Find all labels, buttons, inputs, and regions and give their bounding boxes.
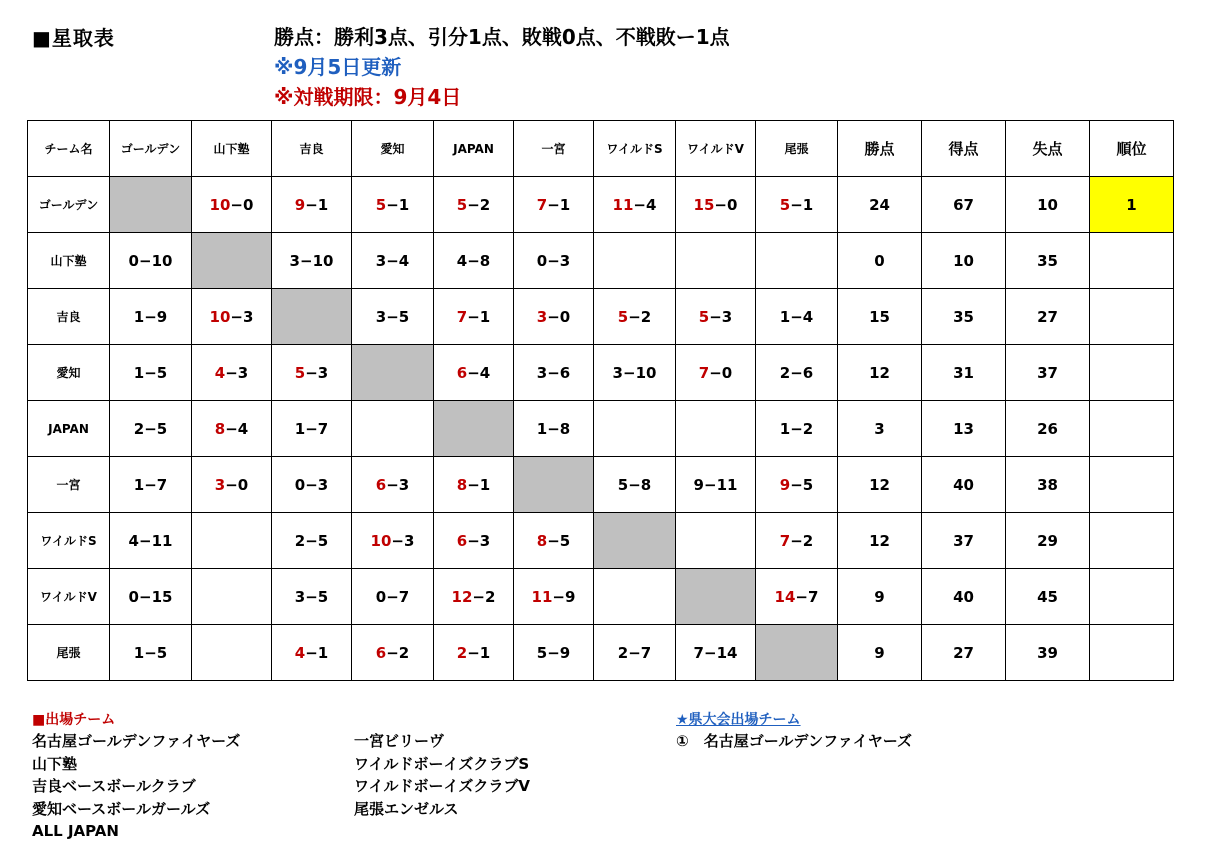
result-cell: [434, 233, 514, 289]
points-cell: 24: [838, 177, 922, 233]
result-cell: [110, 401, 192, 457]
prefectural-section: [676, 710, 912, 753]
result-cell: [192, 177, 272, 233]
prefectural-team: ① 名古屋ゴールデンファイヤーズ: [676, 732, 913, 750]
match-score: 11−4: [612, 195, 657, 214]
conceded-cell: 37: [1006, 345, 1090, 401]
rank-cell: [1090, 513, 1174, 569]
match-score: 8−4: [214, 419, 249, 438]
scored-cell: 35: [922, 289, 1006, 345]
match-score: 1−7: [294, 419, 329, 438]
participant-team: 尾張エンゼルス: [354, 799, 459, 818]
self-match-cell: [514, 457, 594, 513]
points-cell: 12: [838, 513, 922, 569]
points-header: 勝点: [838, 121, 922, 177]
participants-left-list: [32, 730, 240, 843]
match-score: 1−8: [536, 419, 571, 438]
row-team-name: 山下塾: [28, 233, 110, 289]
row-team-name: JAPAN: [28, 401, 110, 457]
result-cell: [352, 233, 434, 289]
row-team-name: 一宮: [28, 457, 110, 513]
result-cell: [272, 401, 352, 457]
scored-header: 得点: [922, 121, 1006, 177]
prefectural-heading[interactable]: ★県大会出場チーム: [676, 712, 801, 728]
match-score: 9−5: [779, 475, 814, 494]
table-row: [28, 625, 1174, 681]
result-cell: [434, 345, 514, 401]
match-score: 7−14: [693, 643, 738, 662]
row-team-name: ワイルドS: [28, 513, 110, 569]
participant-team: ワイルドボーイズクラブS: [354, 754, 530, 773]
result-cell: [756, 233, 838, 289]
self-match-cell: [272, 289, 352, 345]
table-row: [28, 289, 1174, 345]
conceded-cell: 10: [1006, 177, 1090, 233]
self-match-cell: [594, 513, 676, 569]
result-cell: [192, 569, 272, 625]
result-cell: [272, 345, 352, 401]
result-cell: [192, 513, 272, 569]
match-score: 9−11: [693, 475, 738, 494]
rank-cell: [1090, 289, 1174, 345]
result-cell: [676, 289, 756, 345]
match-score: 1−7: [133, 475, 168, 494]
conceded-header: 失点: [1006, 121, 1090, 177]
table-row: [28, 233, 1174, 289]
scored-cell: 10: [922, 233, 1006, 289]
result-cell: [434, 457, 514, 513]
result-cell: [110, 513, 192, 569]
rank-cell: [1090, 457, 1174, 513]
result-cell: [110, 233, 192, 289]
match-score: 1−5: [133, 363, 168, 382]
match-score: 0−10: [128, 251, 173, 270]
result-cell: [676, 401, 756, 457]
match-score: 0−3: [294, 475, 329, 494]
result-cell: [434, 625, 514, 681]
row-team-name: 愛知: [28, 345, 110, 401]
result-cell: [434, 569, 514, 625]
table-row: [28, 569, 1174, 625]
updated-note: ※9月5日更新: [274, 55, 402, 79]
match-score: 5−9: [536, 643, 571, 662]
points-cell: 3: [838, 401, 922, 457]
participant-team: ワイルドボーイズクラブV: [354, 777, 531, 795]
rank-cell: [1090, 233, 1174, 289]
result-cell: [514, 569, 594, 625]
scored-cell: 67: [922, 177, 1006, 233]
result-cell: [676, 513, 756, 569]
match-score: 7−1: [456, 307, 491, 326]
self-match-cell: [352, 345, 434, 401]
result-cell: [756, 401, 838, 457]
result-cell: [514, 233, 594, 289]
result-cell: [756, 513, 838, 569]
match-score: 6−2: [375, 643, 410, 662]
conceded-cell: 26: [1006, 401, 1090, 457]
match-score: 12−2: [451, 587, 496, 606]
match-score: 8−5: [536, 531, 571, 550]
participant-team: 名古屋ゴールデンファイヤーズ: [32, 732, 241, 750]
result-cell: [594, 625, 676, 681]
column-header: 吉良: [272, 121, 352, 177]
self-match-cell: [192, 233, 272, 289]
column-header: ゴールデン: [110, 121, 192, 177]
corner-header: チーム名: [28, 121, 110, 177]
column-header: JAPAN: [434, 121, 514, 177]
participants-heading: ■出場チーム: [32, 712, 116, 728]
result-cell: [272, 625, 352, 681]
points-cell: 12: [838, 345, 922, 401]
match-score: 3−10: [289, 251, 334, 270]
result-cell: [352, 457, 434, 513]
scored-cell: 40: [922, 457, 1006, 513]
result-cell: [514, 401, 594, 457]
result-cell: [514, 513, 594, 569]
table-row: [28, 513, 1174, 569]
match-score: 3−10: [612, 363, 657, 382]
result-cell: [594, 457, 676, 513]
result-cell: [434, 513, 514, 569]
match-score: 9−1: [294, 195, 329, 214]
match-score: 5−1: [779, 195, 814, 214]
result-cell: [352, 569, 434, 625]
points-rule: 勝点：勝利3点、引分1点、敗戦0点、不戦敗ー1点: [274, 25, 730, 49]
table-header-row: [28, 121, 1174, 177]
deadline-note: ※対戦期限：9月4日: [274, 85, 462, 109]
match-score: 4−11: [128, 531, 173, 550]
match-score: 5−2: [456, 195, 491, 214]
conceded-cell: 35: [1006, 233, 1090, 289]
match-score: 2−5: [133, 419, 168, 438]
result-cell: [594, 289, 676, 345]
result-cell: [514, 625, 594, 681]
table-row: [28, 401, 1174, 457]
match-score: 6−3: [375, 475, 410, 494]
match-score: 3−0: [214, 475, 249, 494]
match-score: 0−7: [375, 587, 410, 606]
match-score: 3−0: [536, 307, 571, 326]
match-score: 2−7: [617, 643, 652, 662]
match-score: 2−6: [779, 363, 814, 382]
participants-section: [32, 710, 652, 840]
result-cell: [434, 177, 514, 233]
column-header: 愛知: [352, 121, 434, 177]
match-score: 7−0: [698, 363, 733, 382]
standings-table: [27, 120, 1174, 681]
result-cell: [352, 177, 434, 233]
result-cell: [192, 289, 272, 345]
result-cell: [272, 569, 352, 625]
result-cell: [676, 233, 756, 289]
result-cell: [756, 289, 838, 345]
match-score: 1−2: [779, 419, 814, 438]
points-cell: 0: [838, 233, 922, 289]
result-cell: [110, 457, 192, 513]
result-cell: [756, 177, 838, 233]
self-match-cell: [110, 177, 192, 233]
result-cell: [434, 289, 514, 345]
match-score: 3−4: [375, 251, 410, 270]
match-score: 4−1: [294, 643, 329, 662]
scored-cell: 27: [922, 625, 1006, 681]
rank-cell: [1090, 345, 1174, 401]
match-score: 0−3: [536, 251, 571, 270]
result-cell: [110, 569, 192, 625]
scored-cell: 31: [922, 345, 1006, 401]
match-score: 0−15: [128, 587, 173, 606]
result-cell: [352, 401, 434, 457]
row-team-name: ゴールデン: [28, 177, 110, 233]
result-cell: [272, 233, 352, 289]
result-cell: [676, 177, 756, 233]
match-score: 11−9: [531, 587, 576, 606]
result-cell: [594, 345, 676, 401]
self-match-cell: [756, 625, 838, 681]
result-cell: [192, 401, 272, 457]
result-cell: [514, 345, 594, 401]
points-cell: 9: [838, 569, 922, 625]
points-cell: 12: [838, 457, 922, 513]
scored-cell: 40: [922, 569, 1006, 625]
result-cell: [272, 513, 352, 569]
match-score: 2−1: [456, 643, 491, 662]
match-score: 5−1: [375, 195, 410, 214]
result-cell: [756, 345, 838, 401]
row-team-name: 吉良: [28, 289, 110, 345]
result-cell: [676, 345, 756, 401]
conceded-cell: 29: [1006, 513, 1090, 569]
result-cell: [352, 513, 434, 569]
result-cell: [192, 625, 272, 681]
column-header: 山下塾: [192, 121, 272, 177]
conceded-cell: 39: [1006, 625, 1090, 681]
result-cell: [110, 625, 192, 681]
match-score: 10−0: [209, 195, 254, 214]
result-cell: [192, 345, 272, 401]
match-score: 5−8: [617, 475, 652, 494]
match-score: 3−5: [294, 587, 329, 606]
conceded-cell: 45: [1006, 569, 1090, 625]
participant-team: ALL JAPAN: [32, 822, 119, 840]
match-score: 8−1: [456, 475, 491, 494]
match-score: 5−3: [698, 307, 733, 326]
self-match-cell: [434, 401, 514, 457]
match-score: 4−3: [214, 363, 249, 382]
result-cell: [352, 625, 434, 681]
self-match-cell: [676, 569, 756, 625]
result-cell: [594, 401, 676, 457]
match-score: 1−5: [133, 643, 168, 662]
match-score: 3−5: [375, 307, 410, 326]
participants-right-list: [354, 730, 530, 820]
result-cell: [756, 457, 838, 513]
conceded-cell: 27: [1006, 289, 1090, 345]
result-cell: [110, 345, 192, 401]
column-header: ワイルドS: [594, 121, 676, 177]
row-team-name: 尾張: [28, 625, 110, 681]
match-score: 1−4: [779, 307, 814, 326]
result-cell: [110, 289, 192, 345]
result-cell: [514, 177, 594, 233]
match-score: 1−9: [133, 307, 168, 326]
table-row: [28, 457, 1174, 513]
result-cell: [594, 569, 676, 625]
result-cell: [272, 177, 352, 233]
match-score: 14−7: [774, 587, 819, 606]
scored-cell: 37: [922, 513, 1006, 569]
result-cell: [594, 233, 676, 289]
column-header: ワイルドV: [676, 121, 756, 177]
result-cell: [676, 457, 756, 513]
match-score: 6−3: [456, 531, 491, 550]
result-cell: [192, 457, 272, 513]
conceded-cell: 38: [1006, 457, 1090, 513]
result-cell: [756, 569, 838, 625]
participant-team: 吉良ベースボールクラブ: [32, 777, 196, 795]
result-cell: [352, 289, 434, 345]
match-score: 15−0: [693, 195, 738, 214]
row-team-name: ワイルドV: [28, 569, 110, 625]
column-header: 尾張: [756, 121, 838, 177]
match-score: 7−2: [779, 531, 814, 550]
table-row: [28, 177, 1174, 233]
match-score: 3−6: [536, 363, 571, 382]
match-score: 6−4: [456, 363, 491, 382]
participant-team: 愛知ベースボールガールズ: [32, 799, 211, 818]
scored-cell: 13: [922, 401, 1006, 457]
header-notes: [274, 22, 730, 112]
match-score: 5−3: [294, 363, 329, 382]
points-cell: 15: [838, 289, 922, 345]
participant-team: 山下塾: [32, 754, 78, 773]
match-score: 5−2: [617, 307, 652, 326]
column-header: 一宮: [514, 121, 594, 177]
result-cell: [272, 457, 352, 513]
rank-cell: [1090, 569, 1174, 625]
rank-cell: 1: [1090, 177, 1174, 233]
match-score: 7−1: [536, 195, 571, 214]
match-score: 10−3: [209, 307, 254, 326]
rank-cell: [1090, 401, 1174, 457]
match-score: 10−3: [370, 531, 415, 550]
page-title: ■星取表: [32, 26, 115, 50]
match-score: 2−5: [294, 531, 329, 550]
result-cell: [514, 289, 594, 345]
result-cell: [594, 177, 676, 233]
rank-cell: [1090, 625, 1174, 681]
result-cell: [676, 625, 756, 681]
match-score: 4−8: [456, 251, 491, 270]
points-cell: 9: [838, 625, 922, 681]
participant-team: 一宮ビリーヴ: [354, 732, 445, 750]
table-row: [28, 345, 1174, 401]
rank-header: 順位: [1090, 121, 1174, 177]
